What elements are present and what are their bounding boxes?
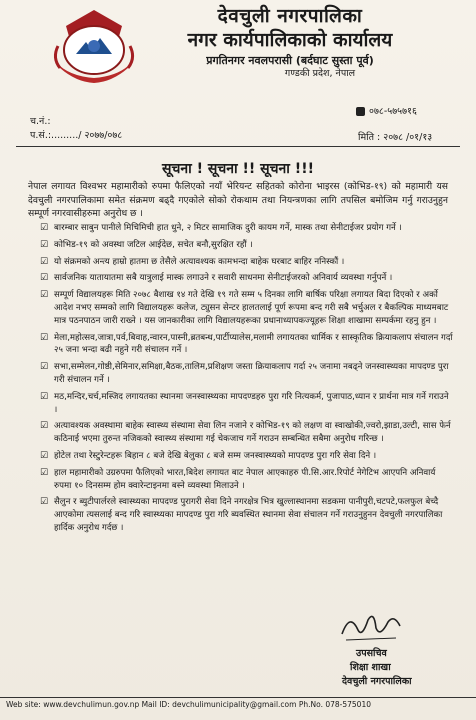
check-icon: ☑: [40, 450, 49, 461]
phone-number: [356, 104, 417, 117]
check-icon: ☑: [40, 256, 49, 267]
list-item: ☑ होटेल तथा रेस्टुरेन्टहरू बिहान ८ बजे देखि बेलुका ८ बजे सम्म जनस्वास्थ्यको मापदण्ड पुरा गरि सेवा दिने ।: [40, 450, 377, 461]
list-item: ☑ कोभिड-१९ को अवस्था जटिल आईदेछ, सचेत बनौ,सुरक्षित रहौं ।: [40, 239, 253, 250]
date-label: मिति : २०७८ /०१/१३: [358, 132, 433, 143]
nepal-emblem-logo: [48, 6, 140, 86]
signatory-section: शिक्षा शाखा: [350, 662, 391, 673]
signatory-office: देवचुली नगरपालिका: [342, 676, 412, 687]
check-icon: ☑: [40, 273, 49, 284]
check-icon: ☑: [40, 421, 49, 432]
notice-intro: नेपाल लगायत विश्वभर महामारीको रुपमा फैलिएको नयाँ भेरियन्ट सहितको कोरोना भाइरस (कोभिड-१९) को महामारी यस देवचुली नगरपालिकामा समेत संक्रमण बढ्दै गएकोले सोको रोकथाम तथा नियन्त्रणका लागि तपसिल बमोजिम गर्नु गराउनुहुन सम्पूर्ण नगरवासीहरुमा अनुरोध छ ।: [28, 181, 448, 219]
list-item: ☑ सार्वजनिक यातायातमा सबै यात्रुलाई मास्क लगाउने र सवारी साधनमा सेनीटाईजरको अनिवार्य व्यवस्था गर्नुपर्ने ।: [40, 273, 393, 284]
phone-value: ०७८-५७५७१६: [369, 106, 417, 117]
list-item: ☑ सम्पूर्ण विद्यालयहरू मिति २०७८ बैशाख १४ गते देखि १९ गते सम्म ५ दिनका लागि बार्षिक परिक्षा लगायत बिदा दिएको र अर्को आदेश नभए सम्मको लागि विद्यालयहरू कलेज, ट्युसन सेन्टर हालतलाई पूर्ण रूपमा बन्द गरी सबै भर्चुअल र बैकल्पिक माध्यमबाट मात्र पठनपाठन जारी राख्ने । यस जानकारीका लागि विद्यालयहरूका प्रधानाध्यापकज्यूहरू शिक्षा शाखामा सम्पर्कमा रहनु हुन ।: [40, 290, 449, 326]
cha-no-label: च.नं.:: [30, 116, 51, 127]
list-item: ☑ मेला,महोत्सव,जात्रा,पर्व,बिवाह,न्वारन,पास्नी,ब्रतबन्ध,पार्टीप्यालेस,मलामी लगायतका धार्मिक र सास्कृतिक क्रियाकलाप संचालन गर्दा २५ जना भन्दा बढी नहुने गरी संचालन गर्ने ।: [40, 332, 453, 356]
notice-items: [40, 222, 454, 539]
list-item: ☑ सैलुन र ब्युटीपार्लरले स्वास्थ्यका मापदण्ड पुरागरी सेवा दिने नगरक्षेत्र भित्र खुल्लास्थानमा सडकमा पानीपुरी,चटपटे,फलफुल बेच्दै आएकोमा त्यसलाई बन्द गरि स्वास्थ्यका मापदण्ड पुरा गरि ब्यवस्थित स्थानमा सेवा संचालन गर्ने गराउनुहुनन देवचुली नगरपालिका हार्दिक अनुरोध गर्दछ ।: [40, 497, 443, 533]
office-name: नगर कार्यपालिकाको कार्यालय: [187, 29, 393, 51]
notice-title: सूचना ! सूचना !! सूचना !!!: [162, 161, 314, 177]
municipality-name: देवचुली नगरपालिका: [217, 5, 363, 27]
office-address: प्रगतिनगर नवलपरासी (बर्दघाट सुस्ता पूर्व): [206, 54, 374, 67]
list-item: ☑ बारम्बार साबुन पानीले मिचिमिची हात धुने, २ मिटर सामाजिक दुरी कायम गर्ने, मास्क तथा सेनीटाईजर प्रयोग गर्ने ।: [40, 223, 402, 233]
check-icon: ☑: [40, 391, 49, 402]
header-divider: [16, 146, 460, 147]
signature-block: [330, 608, 440, 688]
check-icon: ☑: [40, 497, 49, 508]
check-icon: ☑: [40, 467, 49, 478]
phone-icon: [356, 107, 365, 116]
footer-contact: Web site: www.devchulimun.gov.np Mail ID: devchulimunicipality@gmail.com Ph.No. 078-575010: [6, 700, 371, 709]
handwritten-signature: [336, 608, 406, 644]
check-icon: ☑: [40, 239, 49, 250]
signatory-title: उपसचिव: [356, 648, 387, 659]
list-item: ☑ मठ,मन्दिर,चर्च,मस्जिद लगायतका स्थानमा जनस्वास्थ्यका मापदण्डहरु पुरा गरि नित्यकर्म, पुजापाठ,ध्यान र प्रार्थना मात्र गर्ने गराउने ।: [40, 391, 449, 415]
check-icon: ☑: [40, 332, 49, 343]
list-item: ☑ सभा,सम्मेलन,गोष्ठी,सेमिनार,समिक्षा,बैठक,तालिम,प्रशिक्षण जस्ता क्रियाकलाप गर्दा २५ जनामा नबढ्ने जनस्वास्थ्यका मापदण्ड पुरा गरी संचालन गर्ने ।: [40, 362, 449, 385]
list-item: ☑ हाल महामारीको उग्ररुपमा फैलिएको भारत,बिदेश लगायत बाट नेपाल आएकाहरु पी.सि.आर.रिपोर्ट नेगेटिभ आएपनि अनिवार्य रुपमा १० दिनसम्म होम क्वारेन्टाइनमा बस्ने व्यवस्था मिलाउने ।: [40, 467, 436, 491]
list-item: ☑ अत्यावश्यक अवस्थामा बाहेक स्वास्थ्य संस्थामा सेवा लिन नजाने र कोभिड-१९ को लक्षण वा स्वाखोकी,ज्वरो,झाडा,उल्टी, सास फेर्न कठिनाई भएमा तुरुन्त नजिकको स्वास्थ्य संस्थामा गई चेकजाच गर्ने गराउन सम्बन्धित सबैमा अनुरोध गरिन्छ ।: [40, 421, 451, 445]
check-icon: ☑: [40, 362, 49, 373]
list-item: ☑ यो संक्रमको अन्त्य हाम्रो हातमा छ तेसैले अत्यावश्यक कामभन्दा बाहेक घरबाट बाहिर ननिस्कौं ।: [40, 256, 345, 267]
check-icon: ☑: [40, 223, 49, 233]
pa-sa-label: प.सं.:........./ २०७७/०७८: [30, 130, 123, 141]
footer-divider: [0, 697, 476, 698]
province-name: गण्डकी प्रदेश, नेपाल: [284, 68, 356, 79]
check-icon: ☑: [40, 290, 49, 301]
letterhead: [140, 4, 440, 80]
